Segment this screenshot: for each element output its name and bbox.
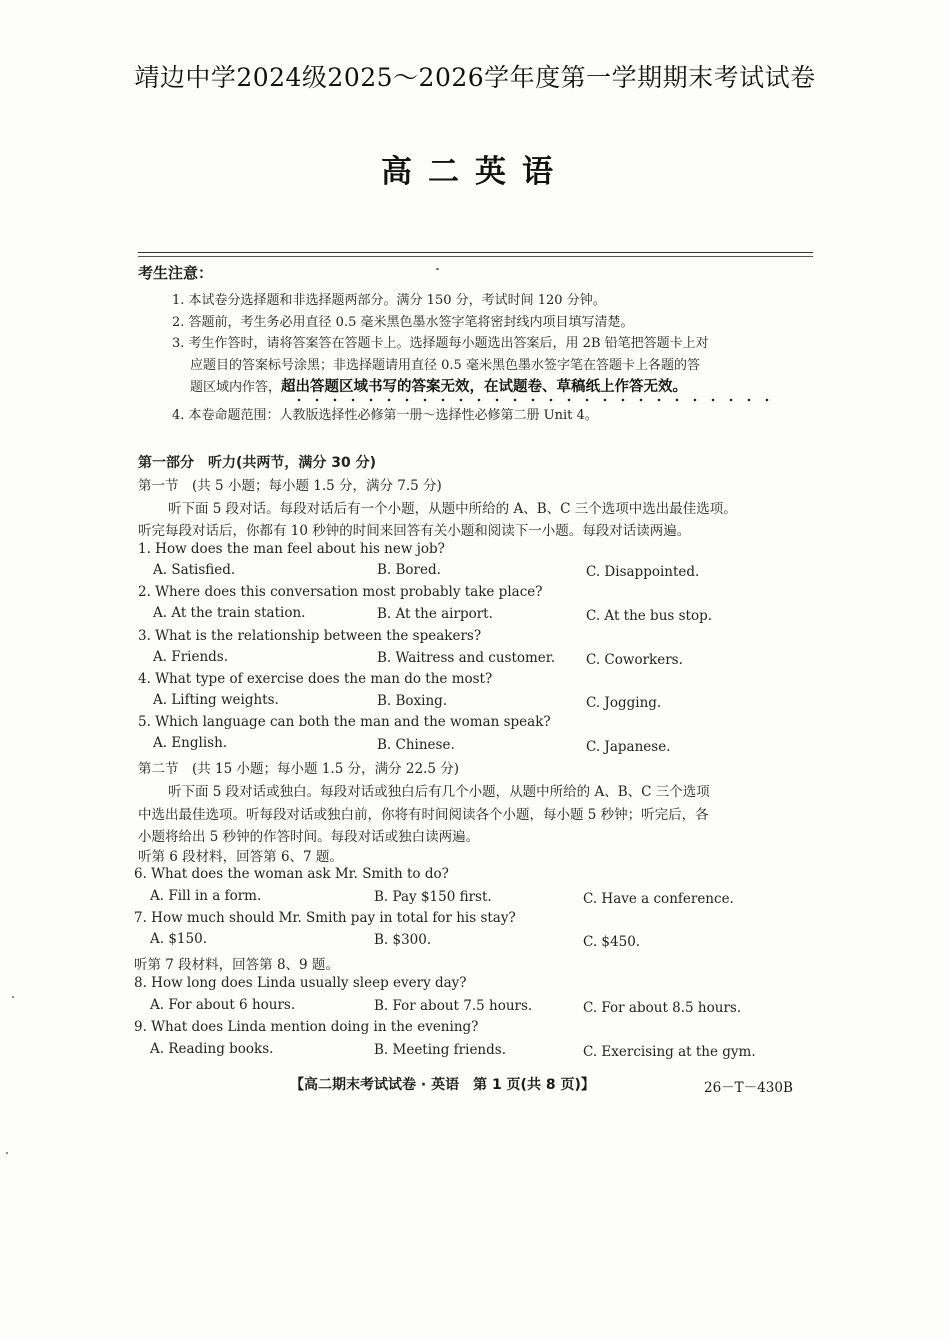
notice-item-4: 4. 本卷命题范围：人教版选择性必修第一册～选择性必修第二册 Unit 4。	[172, 408, 598, 423]
scan-speck	[436, 268, 439, 270]
material-7-intro: 听第 7 段材料，回答第 8、9 题。	[134, 957, 339, 973]
exam-code: 26－T－430B	[704, 1080, 793, 1096]
question-6-option-a: A. Fill in a form.	[150, 888, 262, 904]
subject-title: 高二英语	[381, 154, 569, 190]
part1-heading: 第一部分 听力(共两节，满分 30 分)	[138, 455, 377, 471]
notice-item-3-line-2: 应题目的答案标号涂黑；非选择题请用直径 0.5 毫米黑色墨水签字笔在答题卡上各题的答	[190, 358, 700, 373]
scan-speck	[6, 1152, 8, 1154]
question-1: 1. How does the man feel about his new job?	[138, 541, 445, 557]
question-5-option-b: B. Chinese.	[377, 737, 455, 753]
question-5-option-c: C. Japanese.	[586, 739, 671, 755]
section1-heading: 第一节 (共 5 小题；每小题 1.5 分，满分 7.5 分)	[138, 478, 442, 494]
question-7-option-a: A. $150.	[150, 931, 207, 947]
question-7-option-b: B. $300.	[374, 932, 432, 948]
notice-item-1: 1. 本试卷分选择题和非选择题两部分。满分 150 分，考试时间 120 分钟。	[172, 293, 606, 308]
divider-rule	[138, 252, 813, 253]
question-3-option-c: C. Coworkers.	[586, 652, 683, 668]
question-6-option-b: B. Pay $150 first.	[374, 889, 492, 905]
notice-emphasis: 超出答题区域书写的答案无效，在试题卷、草稿纸上作答无效。	[281, 379, 688, 395]
scan-speck	[12, 996, 14, 998]
question-8-option-c: C. For about 8.5 hours.	[583, 1000, 742, 1016]
question-8: 8. How long does Linda usually sleep every day?	[134, 975, 467, 991]
section2-instructions-line-3: 小题将给出 5 秒钟的作答时间。每段对话或独白读两遍。	[138, 829, 480, 845]
material-6-intro: 听第 6 段材料，回答第 6、7 题。	[138, 849, 343, 865]
question-9-option-c: C. Exercising at the gym.	[583, 1044, 756, 1060]
page-footer: 【高二期末考试试卷 · 英语 第 1 页(共 8 页)】	[290, 1077, 595, 1093]
question-2: 2. Where does this conversation most probably take place?	[138, 584, 543, 600]
question-6: 6. What does the woman ask Mr. Smith to do?	[134, 866, 449, 882]
question-8-option-b: B. For about 7.5 hours.	[374, 998, 533, 1014]
divider-rule-thin	[138, 256, 813, 257]
notice-item-3-line-3-normal: 题区域内作答，	[190, 380, 282, 395]
section2-heading: 第二节 (共 15 小题；每小题 1.5 分，满分 22.5 分)	[138, 761, 459, 777]
question-3-option-a: A. Friends.	[153, 649, 229, 665]
question-9: 9. What does Linda mention doing in the evening?	[134, 1019, 479, 1035]
exam-title: 靖边中学2024级2025～2026学年度第一学期期末考试试卷	[134, 63, 816, 92]
question-3-option-b: B. Waitress and customer.	[377, 650, 556, 666]
question-1-option-b: B. Bored.	[377, 562, 441, 578]
question-2-option-b: B. At the airport.	[377, 606, 493, 622]
section1-instructions-line-2: 听完每段对话后，你都有 10 秒钟的时间来回答有关小题和阅读下一小题。每段对话读两遍。	[138, 523, 691, 539]
question-8-option-a: A. For about 6 hours.	[150, 997, 296, 1013]
notice-heading: 考生注意：	[138, 264, 214, 282]
question-1-option-a: A. Satisfied.	[153, 562, 236, 578]
question-3: 3. What is the relationship between the speakers?	[138, 628, 482, 644]
question-5: 5. Which language can both the man and the woman speak?	[138, 714, 551, 730]
notice-item-3-line-3	[190, 375, 687, 396]
question-4: 4. What type of exercise does the man do the most?	[138, 671, 493, 687]
emphasis-dots	[290, 398, 775, 402]
question-2-option-c: C. At the bus stop.	[586, 608, 713, 624]
question-4-option-a: A. Lifting weights.	[153, 692, 279, 708]
question-7-option-c: C. $450.	[583, 934, 641, 950]
question-6-option-c: C. Have a conference.	[583, 891, 734, 907]
question-7: 7. How much should Mr. Smith pay in total for his stay?	[134, 910, 516, 926]
section2-instructions-line-2: 中选出最佳选项。听每段对话或独白前，你将有时间阅读各个小题，每小题 5 秒钟；听完后，各	[138, 807, 709, 823]
notice-item-2: 2. 答题前，考生务必用直径 0.5 毫米黑色墨水签字笔将密封线内项目填写清楚。	[172, 315, 634, 330]
question-4-option-b: B. Boxing.	[377, 693, 448, 709]
question-9-option-b: B. Meeting friends.	[374, 1042, 506, 1058]
section1-instructions-line-1: 听下面 5 段对话。每段对话后有一个小题，从题中所给的 A、B、C 三个选项中选出最佳选项。	[168, 501, 737, 517]
question-4-option-c: C. Jogging.	[586, 695, 662, 711]
notice-item-3-line-1: 3. 考生作答时，请将答案答在答题卡上。选择题每小题选出答案后，用 2B 铅笔把答题卡上对	[172, 336, 709, 351]
section2-instructions-line-1: 听下面 5 段对话或独白。每段对话或独白后有几个小题，从题中所给的 A、B、C 三个选项	[168, 784, 710, 800]
question-2-option-a: A. At the train station.	[153, 605, 306, 621]
question-9-option-a: A. Reading books.	[150, 1041, 274, 1057]
question-5-option-a: A. English.	[153, 735, 228, 751]
question-1-option-c: C. Disappointed.	[586, 564, 700, 580]
